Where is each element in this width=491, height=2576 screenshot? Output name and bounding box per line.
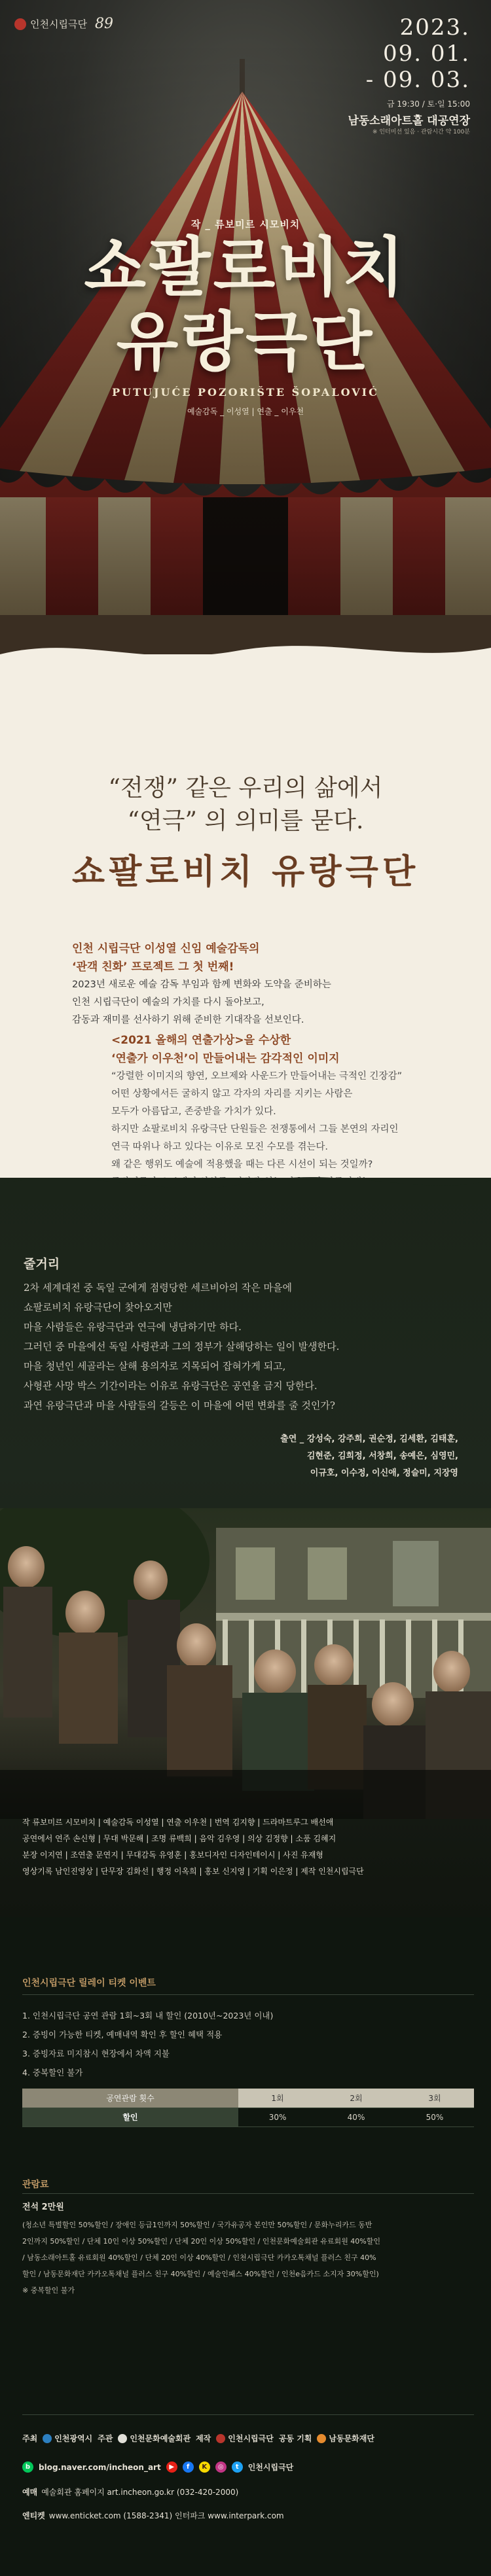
- social-links: [22, 2461, 474, 2473]
- runtime-note: ※ 인터미션 있음 · 관람시간 약 100분: [372, 129, 470, 135]
- producer-logo: 인천시립극단: [216, 2433, 274, 2444]
- venue: 남동소래아트홀 대공연장: [348, 115, 470, 128]
- project-intro: 인천 시립극단 이성열 신임 예술감독의 ‘관객 친화’ 프로젝트 그 첫 번째! 2023년 새로운 예술 감독 부임과 함께 변화와 도약을 준비하는 인천 시립극단이 예술의 가치를 다시 돌아보고, 감동과 재미를 선사하기 위해 준비한 기대작을 선보인다.: [72, 942, 331, 1025]
- table-row: 할인 30% 40% 50%: [22, 2108, 474, 2126]
- blog-icon: b: [22, 2461, 33, 2473]
- director-intro: <2021 올해의 연출가상>을 수상한 ‘연출가 이우천’이 만들어내는 감각적인 이미지 “강렬한 이미지의 향연, 오브제와 사운드가 만들어내는 극적인 긴장감” 어떤 상황에서든 굴하지 않고 각자의 자리를 지키는 사람은 모두가 아름답고, 존중받을 가치가 있다. 하지만 쇼팔로비치 유랑극단 단원들은 전쟁통에서 그들 본연의 자리인 연극 따위나 하고 있다는 이유로 모진 수모를 겪는다. 왜 같은 행위도 예술에 적용했을 때는 다른 시선이 되는 것일까?: [111, 1034, 403, 1170]
- arts-center-icon: [118, 2434, 127, 2443]
- cast-list: 출연 _ 강성숙, 강주희, 권순정, 김세환, 김태훈, 김현준, 김희정, 서창희, 송예은, 심영민, 이규호, 이수정, 이신애, 정슬미, 지장영: [280, 1434, 458, 1478]
- intro-title: 쇼팔로비치 유랑극단: [71, 852, 420, 892]
- divider: [22, 1994, 474, 1995]
- tagline-quote: “전쟁” 같은 우리의 삶에서 “연극” 의 의미를 묻다.: [108, 775, 383, 834]
- staff-credits: 작 류보미르 시모비치 | 예술감독 이성열 | 연출 이우천 | 번역 김지향 | 드라마트루그 배선애 공연에서 연주 손신형 | 무대 박문해 | 조명 류백희 | 음악 김우영 | 의상 김정향 | 소품 김혜지 분장 이지연 | 조연출 문연지 | 무대감독 유영훈 | 홍보디자인 디자인테이시 | 사진 유재형 영상기록 남인진영상 | 단무장 김화선 | 행정 이옥희 | 홍보 신지영 | 기획 이은정 | 제작 인천시립극단: [22, 1818, 364, 1876]
- table-row: 공연관람 횟수 1회 2회 3회: [22, 2089, 474, 2108]
- namdong-foundation-icon: [317, 2434, 326, 2443]
- director-credit: 예술감독 _ 이성열 | 연출 _ 이우천: [187, 407, 304, 416]
- divider: [22, 2193, 474, 2194]
- synopsis-text: 2차 세계대전 중 독일 군에게 점령당한 세르비아의 작은 마을에 쇼팔로비치 유랑극단이 찾아오지만 마을 사람들은 유랑극단과 연극에 냉담하기만 하다. 그러던 중 마을에선 독일 사령관과 그의 정부가 살해당하는 일이 발생한다. 마을 청년인 세골라는 살해 용의자로 지목되어 잡혀가게 되고, 사형관 사망 박스 기간이라는 이유로 유랑극단은 공연을 금지 당한다. 과연 유랑극단과 마을 사람들의 갈등은 이 마을에 어떤 변화를 줄 것인가?: [24, 1282, 340, 1411]
- co-organizer-logo: 남동문화재단: [317, 2433, 374, 2444]
- twitter-icon[interactable]: t: [232, 2461, 243, 2473]
- host-logo: 인천광역시: [43, 2433, 92, 2444]
- incheon-city-icon: [43, 2434, 52, 2443]
- performance-time: 금 19:30 / 토·일 15:00: [386, 99, 470, 109]
- facebook-icon[interactable]: f: [183, 2461, 194, 2473]
- instagram-icon[interactable]: ◎: [215, 2461, 227, 2473]
- price-heading: 관람료: [22, 2179, 49, 2190]
- organizer-logo: 인천문화예술회관: [118, 2433, 191, 2444]
- theater-logo: 인천시립극단 89: [14, 16, 113, 32]
- theater-company-icon: [216, 2434, 225, 2443]
- blog-link[interactable]: blog.naver.com/incheon_art: [39, 2462, 161, 2472]
- organizer-logos: 주최 인천광역시 주관 인천문화예술회관 제작 인천시립극단 공동 기획 남동문화재단: [22, 2434, 374, 2443]
- social-account: 인천시립극단: [247, 2463, 294, 2472]
- price-main: 전석 2만원: [22, 2202, 64, 2212]
- ticket-event-heading: 인천시립극단 릴레이 티켓 이벤트: [22, 1978, 156, 1988]
- play-title: 쇼팔로비치 유랑극단: [84, 230, 407, 379]
- kakao-icon[interactable]: K: [199, 2461, 210, 2473]
- playwright: 작 _ 류보미르 시모비치: [191, 219, 300, 230]
- inquiry-line: 예매 예술회관 홈페이지 art.incheon.go.kr (032-420-2000): [22, 2488, 239, 2497]
- top-wave-divider: [0, 628, 491, 680]
- discount-table: [22, 2089, 474, 2127]
- intro-section: [0, 654, 491, 1243]
- company-emblem-icon: [14, 18, 26, 30]
- divider: [22, 2414, 474, 2415]
- hero-section: [0, 0, 491, 654]
- youtube-icon[interactable]: ▶: [166, 2461, 177, 2473]
- ticket-event-list: 1. 인천시립극단 공연 관람 1회~3회 내 할인 (2010년~2023년 이내) 2. 증빙이 가능한 티켓, 예매내역 확인 후 할인 혜택 적용 3. 증빙자료 미지참시 현장에서 차액 지불 4. 중복할인 불가: [22, 2011, 274, 2077]
- cast-photo: [0, 1508, 491, 1819]
- price-discounts: (청소년 특별할인 50%할인 / 장애인 등급1인까지 50%할인 / 국가유공자 본인만 50%할인 / 문화누리카드 동반 2인까지 50%할인 / 단체 10인 이상 50%할인 / 단체 20인 이상 50%할인 / 인천문화예술회관 유료회원 40%할인 / 남동소래아트홀 유료회원 40%할인 / 단체 20인 이상 40%할인 / 인천시립극단 카카오톡채널 플러스 친구 40% 할인 / 남동문화재단 카카오톡채널 플러스 친구 40%할인 / 예술인패스 40%할인 / 인천e음카드 소지자 30%할인) ※ 중복할인 불가: [22, 2221, 381, 2295]
- original-title: PUTUJUĆE POZORIŠTE ŠOPALOVIĆ: [112, 386, 379, 398]
- synopsis-heading: 줄거리: [24, 1257, 60, 1271]
- wave-divider: [0, 1165, 491, 1204]
- ticket-line: 엔티켓 www.enticket.com (1588-2341) 인터파크 www.interpark.com: [22, 2511, 284, 2520]
- performance-dates: 2023. 09. 01. - 09. 03.: [365, 14, 470, 93]
